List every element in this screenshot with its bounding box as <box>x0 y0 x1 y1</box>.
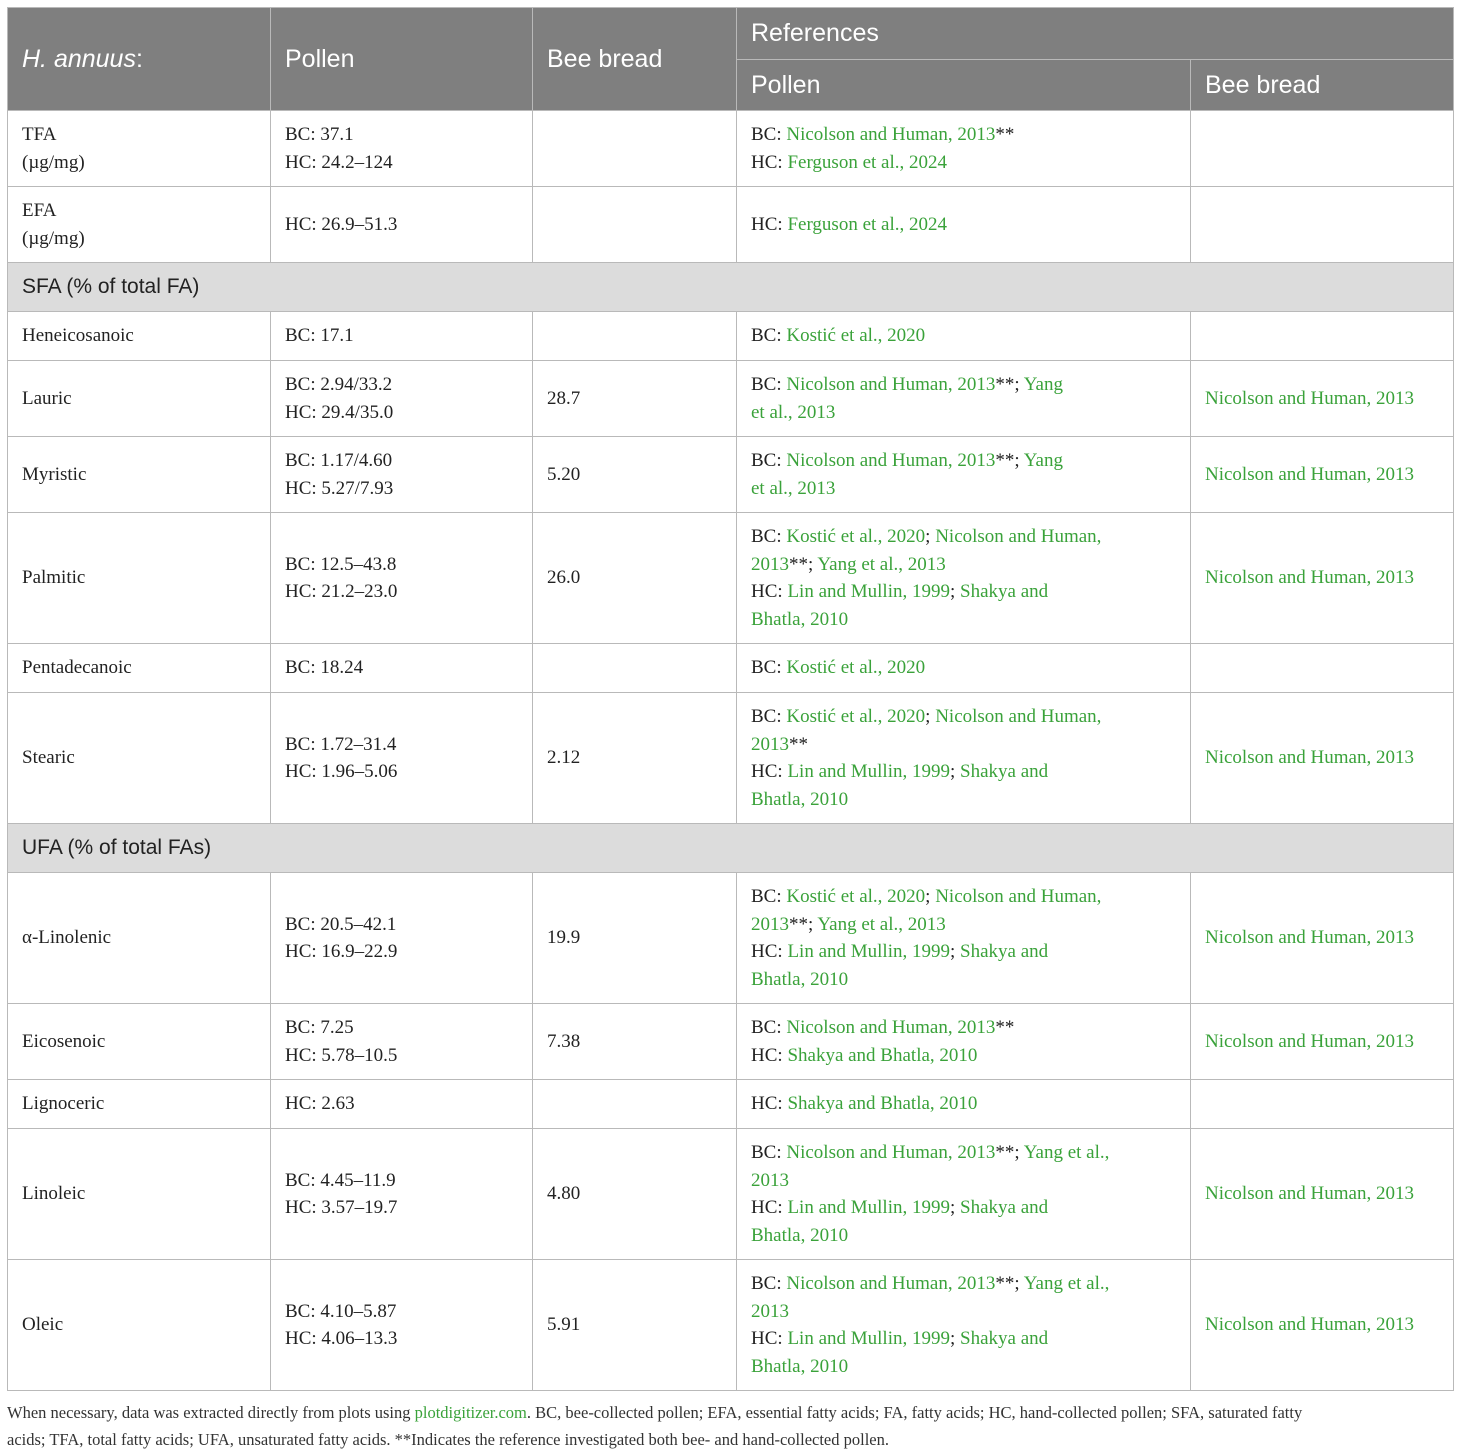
table-row <box>8 437 1454 513</box>
reference-text: HC: <box>751 941 788 962</box>
pollen-value-line: BC: 7.25 <box>285 1017 354 1038</box>
reference-text: HC: <box>751 151 788 173</box>
reference-link[interactable]: Lin and Mullin, 1999 <box>787 941 950 962</box>
reference-pollen <box>737 693 1191 824</box>
reference-text: BC: <box>751 657 787 679</box>
reference-line <box>751 1194 1176 1222</box>
pollen-value-line: HC: 5.78–10.5 <box>285 1044 398 1066</box>
reference-link[interactable]: Nicolson and Human, 2013 <box>1205 747 1414 769</box>
reference-link[interactable]: Yang et al., 2013 <box>817 553 946 575</box>
bee-bread-value <box>533 312 737 361</box>
reference-link[interactable]: 2013 <box>751 1169 789 1191</box>
reference-pollen <box>737 437 1191 513</box>
pollen-value <box>271 1004 533 1080</box>
bee-bread-value: 28.7 <box>533 361 737 437</box>
reference-link[interactable]: Nicolson and Human, 2013 <box>1205 1030 1414 1052</box>
section-label: UFA (% of total FAs) <box>8 824 1454 873</box>
plotdigitizer-link[interactable]: plotdigitizer.com <box>414 1403 527 1422</box>
pollen-value-line: HC: 4.06–13.3 <box>285 1328 398 1349</box>
reference-text: **; <box>995 1142 1024 1163</box>
header-ref-bee-bread: Bee bread <box>1191 60 1454 111</box>
reference-link[interactable]: 2013 <box>751 1300 789 1322</box>
reference-pollen <box>737 873 1191 1004</box>
fatty-acid-name <box>8 437 271 513</box>
fatty-acid-table <box>7 7 1454 1391</box>
pollen-value <box>271 1260 533 1391</box>
reference-text: **; <box>995 374 1024 395</box>
table-row <box>8 111 1454 187</box>
pollen-value <box>271 873 533 1004</box>
pollen-value <box>271 312 533 361</box>
reference-bee-bread <box>1191 1260 1454 1391</box>
table-row <box>8 644 1454 693</box>
reference-text: **; <box>995 1273 1024 1294</box>
header-species: H. annuus: <box>8 8 271 111</box>
pollen-value <box>271 361 533 437</box>
reference-text: BC: <box>751 1273 787 1294</box>
name-line: Lignoceric <box>22 1093 105 1115</box>
reference-line <box>751 883 1176 911</box>
name-line: Linoleic <box>22 1183 86 1205</box>
header-pollen: Pollen <box>271 8 533 111</box>
section-row-sfa <box>8 263 1454 312</box>
pollen-value-line: HC: 5.27/7.93 <box>285 477 394 499</box>
fatty-acid-name <box>8 513 271 644</box>
reference-pollen <box>737 1129 1191 1260</box>
pollen-value-line: BC: 4.10–5.87 <box>285 1300 397 1322</box>
reference-line <box>751 578 1176 606</box>
pollen-value-line: HC: 2.63 <box>285 1093 355 1115</box>
bee-bread-value: 7.38 <box>533 1004 737 1080</box>
reference-pollen <box>737 644 1191 693</box>
reference-link[interactable]: 2013 <box>751 553 789 575</box>
name-line: Eicosenoic <box>22 1030 106 1052</box>
reference-link[interactable]: Lin and Mullin, 1999 <box>787 761 950 782</box>
pollen-value-line: BC: 18.24 <box>285 657 364 679</box>
pollen-value <box>271 693 533 824</box>
fatty-acid-name <box>8 1004 271 1080</box>
bee-bread-value: 5.91 <box>533 1260 737 1391</box>
header-bee-bread: Bee bread <box>533 8 737 111</box>
bee-bread-value <box>533 111 737 187</box>
reference-link[interactable]: Ferguson et al., 2024 <box>787 151 947 173</box>
reference-text: **; <box>789 553 818 575</box>
reference-line <box>751 1014 1176 1042</box>
table-row <box>8 513 1454 644</box>
reference-text: HC: <box>751 1044 788 1066</box>
reference-bee-bread <box>1191 111 1454 187</box>
table-row <box>8 693 1454 824</box>
pollen-value-line: BC: 20.5–42.1 <box>285 913 397 935</box>
reference-text: BC: <box>751 374 787 395</box>
reference-text: **; <box>789 913 818 935</box>
name-line: TFA <box>22 124 57 145</box>
reference-text: ; <box>950 581 961 602</box>
reference-line <box>751 399 1176 427</box>
reference-text: ** <box>789 733 808 755</box>
reference-pollen <box>737 187 1191 263</box>
name-line: (µg/mg) <box>22 227 85 249</box>
reference-link[interactable]: Nicolson and Human, 2013 <box>786 124 996 145</box>
reference-link[interactable]: Yang <box>1023 450 1063 471</box>
reference-text: ** <box>995 1017 1015 1038</box>
pollen-value-line: BC: 37.1 <box>285 124 354 145</box>
reference-link[interactable]: Yang et al., <box>1023 1273 1110 1294</box>
name-line: Myristic <box>22 463 87 485</box>
reference-link[interactable]: Yang et al., 2013 <box>817 913 946 935</box>
reference-link[interactable]: Shakya and <box>960 1328 1049 1349</box>
pollen-value-line: HC: 3.57–19.7 <box>285 1197 398 1218</box>
bee-bread-value: 4.80 <box>533 1129 737 1260</box>
reference-bee-bread <box>1191 1129 1454 1260</box>
fatty-acid-name <box>8 187 271 263</box>
reference-pollen <box>737 361 1191 437</box>
reference-text: BC: <box>751 124 787 145</box>
table-row <box>8 1004 1454 1080</box>
reference-link[interactable]: Nicolson and Human, 2013 <box>1205 387 1414 409</box>
reference-text: ; <box>950 941 961 962</box>
reference-bee-bread <box>1191 1004 1454 1080</box>
section-row-ufa <box>8 824 1454 873</box>
reference-link[interactable]: Shakya and Bhatla, 2010 <box>787 1044 978 1066</box>
reference-line <box>751 731 1176 759</box>
reference-text: HC: <box>751 1197 788 1218</box>
pollen-value-line: BC: 1.17/4.60 <box>285 450 393 471</box>
reference-bee-bread <box>1191 693 1454 824</box>
reference-line <box>751 786 1176 814</box>
reference-line <box>751 1167 1176 1195</box>
bee-bread-value: 26.0 <box>533 513 737 644</box>
bee-bread-value <box>533 644 737 693</box>
reference-line <box>751 1222 1176 1250</box>
reference-pollen <box>737 1080 1191 1129</box>
reference-link[interactable]: Yang et al., <box>1023 1142 1110 1163</box>
pollen-value-line: BC: 4.45–11.9 <box>285 1169 396 1191</box>
reference-bee-bread <box>1191 644 1454 693</box>
fatty-acid-name <box>8 873 271 1004</box>
reference-link[interactable]: Bhatla, 2010 <box>751 608 849 630</box>
name-line: (µg/mg) <box>22 151 85 173</box>
pollen-value-line: BC: 12.5–43.8 <box>285 553 397 575</box>
reference-link[interactable]: Bhatla, 2010 <box>751 1224 849 1246</box>
reference-line <box>751 966 1176 994</box>
reference-bee-bread <box>1191 513 1454 644</box>
reference-bee-bread <box>1191 361 1454 437</box>
fatty-acid-name <box>8 361 271 437</box>
reference-link[interactable]: Lin and Mullin, 1999 <box>787 1328 950 1349</box>
bee-bread-value: 2.12 <box>533 693 737 824</box>
reference-link[interactable]: Nicolson and Human, 2013 <box>1205 463 1414 485</box>
reference-line <box>751 1270 1176 1298</box>
reference-bee-bread <box>1191 1080 1454 1129</box>
footnote-text: . BC, bee-collected pollen; EFA, essential fatty acids; FA, fatty acids; HC, hand-collected pollen; SFA, saturated fatty <box>526 1403 1303 1422</box>
bee-bread-value <box>533 1080 737 1129</box>
pollen-value-line: HC: 26.9–51.3 <box>285 213 398 235</box>
reference-text: HC: <box>751 761 788 782</box>
footnote-text: When necessary, data was extracted directly from plots using <box>7 1403 415 1422</box>
reference-link[interactable]: Nicolson and Human, <box>935 526 1102 547</box>
reference-link[interactable]: Shakya and <box>960 761 1049 782</box>
reference-link[interactable]: Nicolson and Human, <box>935 706 1102 727</box>
reference-link[interactable]: Nicolson and Human, 2013 <box>1205 1314 1414 1336</box>
fatty-acid-name <box>8 693 271 824</box>
reference-text: BC: <box>751 450 787 471</box>
name-line: Oleic <box>22 1314 64 1336</box>
pollen-value-line: BC: 1.72–31.4 <box>285 733 397 755</box>
reference-text: ; <box>925 526 936 547</box>
bee-bread-value <box>533 187 737 263</box>
reference-line <box>751 654 1176 682</box>
reference-line <box>751 523 1176 551</box>
reference-line <box>751 149 1176 177</box>
reference-link[interactable]: Shakya and <box>960 1197 1049 1218</box>
pollen-value <box>271 1129 533 1260</box>
reference-text: BC: <box>751 886 787 907</box>
reference-link[interactable]: Nicolson and Human, 2013 <box>786 450 996 471</box>
reference-text: ; <box>950 1328 961 1349</box>
pollen-value-line: HC: 21.2–23.0 <box>285 581 398 602</box>
reference-text: ; <box>950 1197 961 1218</box>
reference-link[interactable]: Lin and Mullin, 1999 <box>787 581 950 602</box>
table-row <box>8 873 1454 1004</box>
reference-bee-bread <box>1191 312 1454 361</box>
reference-line <box>751 447 1176 475</box>
pollen-value <box>271 513 533 644</box>
reference-link[interactable]: Yang <box>1023 374 1063 395</box>
section-label: SFA (% of total FA) <box>8 263 1454 312</box>
bee-bread-value: 5.20 <box>533 437 737 513</box>
pollen-value-line: HC: 24.2–124 <box>285 151 393 173</box>
reference-line <box>751 371 1176 399</box>
reference-link[interactable]: Nicolson and Human, 2013 <box>786 1142 996 1163</box>
reference-text: HC: <box>751 213 788 235</box>
reference-pollen <box>737 111 1191 187</box>
reference-bee-bread <box>1191 437 1454 513</box>
fatty-acid-name <box>8 1260 271 1391</box>
fatty-acid-name <box>8 1080 271 1129</box>
table-row <box>8 1260 1454 1391</box>
pollen-value <box>271 437 533 513</box>
reference-line <box>751 938 1176 966</box>
reference-line <box>751 1325 1176 1353</box>
reference-text: ** <box>995 124 1015 145</box>
reference-link[interactable]: Ferguson et al., 2024 <box>787 213 947 235</box>
name-line: Heneicosanoic <box>22 325 134 347</box>
name-line: EFA <box>22 200 57 221</box>
reference-link[interactable]: Nicolson and Human, <box>935 886 1102 907</box>
reference-text: ; <box>925 706 936 727</box>
bee-bread-value: 19.9 <box>533 873 737 1004</box>
reference-text: BC: <box>751 1017 787 1038</box>
reference-line <box>751 1139 1176 1167</box>
reference-link[interactable]: Bhatla, 2010 <box>751 1355 849 1377</box>
reference-line <box>751 121 1176 149</box>
reference-line <box>751 606 1176 634</box>
reference-link[interactable]: et al., 2013 <box>751 477 836 499</box>
name-line: Palmitic <box>22 567 86 589</box>
reference-link[interactable]: Nicolson and Human, 2013 <box>1205 1183 1414 1205</box>
reference-text: ; <box>950 761 961 782</box>
table-row <box>8 187 1454 263</box>
reference-link[interactable]: Shakya and <box>960 581 1049 602</box>
reference-link[interactable]: Kostić et al., 2020 <box>786 325 926 347</box>
pollen-value-line: HC: 29.4/35.0 <box>285 401 394 423</box>
pollen-value <box>271 644 533 693</box>
table-footnote <box>7 1399 1453 1453</box>
header-references: References <box>737 8 1454 60</box>
reference-pollen <box>737 513 1191 644</box>
reference-link[interactable]: Shakya and <box>960 941 1049 962</box>
reference-link[interactable]: Shakya and Bhatla, 2010 <box>787 1093 978 1115</box>
reference-line <box>751 475 1176 503</box>
reference-pollen <box>737 1004 1191 1080</box>
reference-text: BC: <box>751 1142 787 1163</box>
reference-line <box>751 1298 1176 1326</box>
reference-pollen <box>737 312 1191 361</box>
pollen-value-line: BC: 2.94/33.2 <box>285 374 393 395</box>
reference-link[interactable]: Kostić et al., 2020 <box>786 886 926 907</box>
pollen-value <box>271 111 533 187</box>
name-line: α-Linolenic <box>22 927 112 949</box>
reference-line <box>751 551 1176 579</box>
reference-link[interactable]: Kostić et al., 2020 <box>786 706 926 727</box>
reference-link[interactable]: Bhatla, 2010 <box>751 968 849 990</box>
reference-line <box>751 211 1176 239</box>
footnote-text: acids; TFA, total fatty acids; UFA, unsaturated fatty acids. **Indicates the reference investigated both bee- and hand-collected pollen. <box>7 1430 889 1449</box>
pollen-value <box>271 187 533 263</box>
reference-link[interactable]: Nicolson and Human, 2013 <box>1205 567 1414 589</box>
reference-link[interactable]: 2013 <box>751 733 789 755</box>
reference-link[interactable]: Bhatla, 2010 <box>751 788 849 810</box>
reference-text: HC: <box>751 1093 788 1115</box>
table-row <box>8 1129 1454 1260</box>
pollen-value-line: HC: 16.9–22.9 <box>285 941 398 962</box>
reference-link[interactable]: Nicolson and Human, 2013 <box>786 1273 996 1294</box>
name-line: Stearic <box>22 747 75 769</box>
reference-text: HC: <box>751 581 788 602</box>
reference-line <box>751 703 1176 731</box>
reference-text: HC: <box>751 1328 788 1349</box>
reference-line <box>751 1090 1176 1118</box>
reference-text: **; <box>995 450 1024 471</box>
name-line: Pentadecanoic <box>22 657 132 679</box>
reference-link[interactable]: et al., 2013 <box>751 401 836 423</box>
reference-line <box>751 1353 1176 1381</box>
fatty-acid-name <box>8 312 271 361</box>
reference-link[interactable]: Kostić et al., 2020 <box>786 526 926 547</box>
reference-bee-bread <box>1191 187 1454 263</box>
fatty-acid-name <box>8 1129 271 1260</box>
table-row <box>8 361 1454 437</box>
reference-text: ; <box>925 886 936 907</box>
reference-text: BC: <box>751 526 787 547</box>
reference-link[interactable]: Nicolson and Human, 2013 <box>786 374 996 395</box>
reference-link[interactable]: Nicolson and Human, 2013 <box>786 1017 996 1038</box>
header-ref-pollen: Pollen <box>737 60 1191 111</box>
table-row <box>8 1080 1454 1129</box>
fatty-acid-name <box>8 111 271 187</box>
reference-link[interactable]: Nicolson and Human, 2013 <box>1205 927 1414 949</box>
fatty-acid-name <box>8 644 271 693</box>
reference-line <box>751 1042 1176 1070</box>
pollen-value-line: BC: 17.1 <box>285 325 354 347</box>
reference-line <box>751 758 1176 786</box>
reference-pollen <box>737 1260 1191 1391</box>
reference-bee-bread <box>1191 873 1454 1004</box>
reference-text: BC: <box>751 325 787 347</box>
reference-link[interactable]: 2013 <box>751 913 789 935</box>
pollen-value-line: HC: 1.96–5.06 <box>285 761 398 782</box>
pollen-value <box>271 1080 533 1129</box>
reference-line <box>751 911 1176 939</box>
reference-link[interactable]: Kostić et al., 2020 <box>786 657 926 679</box>
name-line: Lauric <box>22 387 72 409</box>
reference-line <box>751 322 1176 350</box>
reference-link[interactable]: Lin and Mullin, 1999 <box>787 1197 950 1218</box>
reference-text: BC: <box>751 706 787 727</box>
table-row <box>8 312 1454 361</box>
